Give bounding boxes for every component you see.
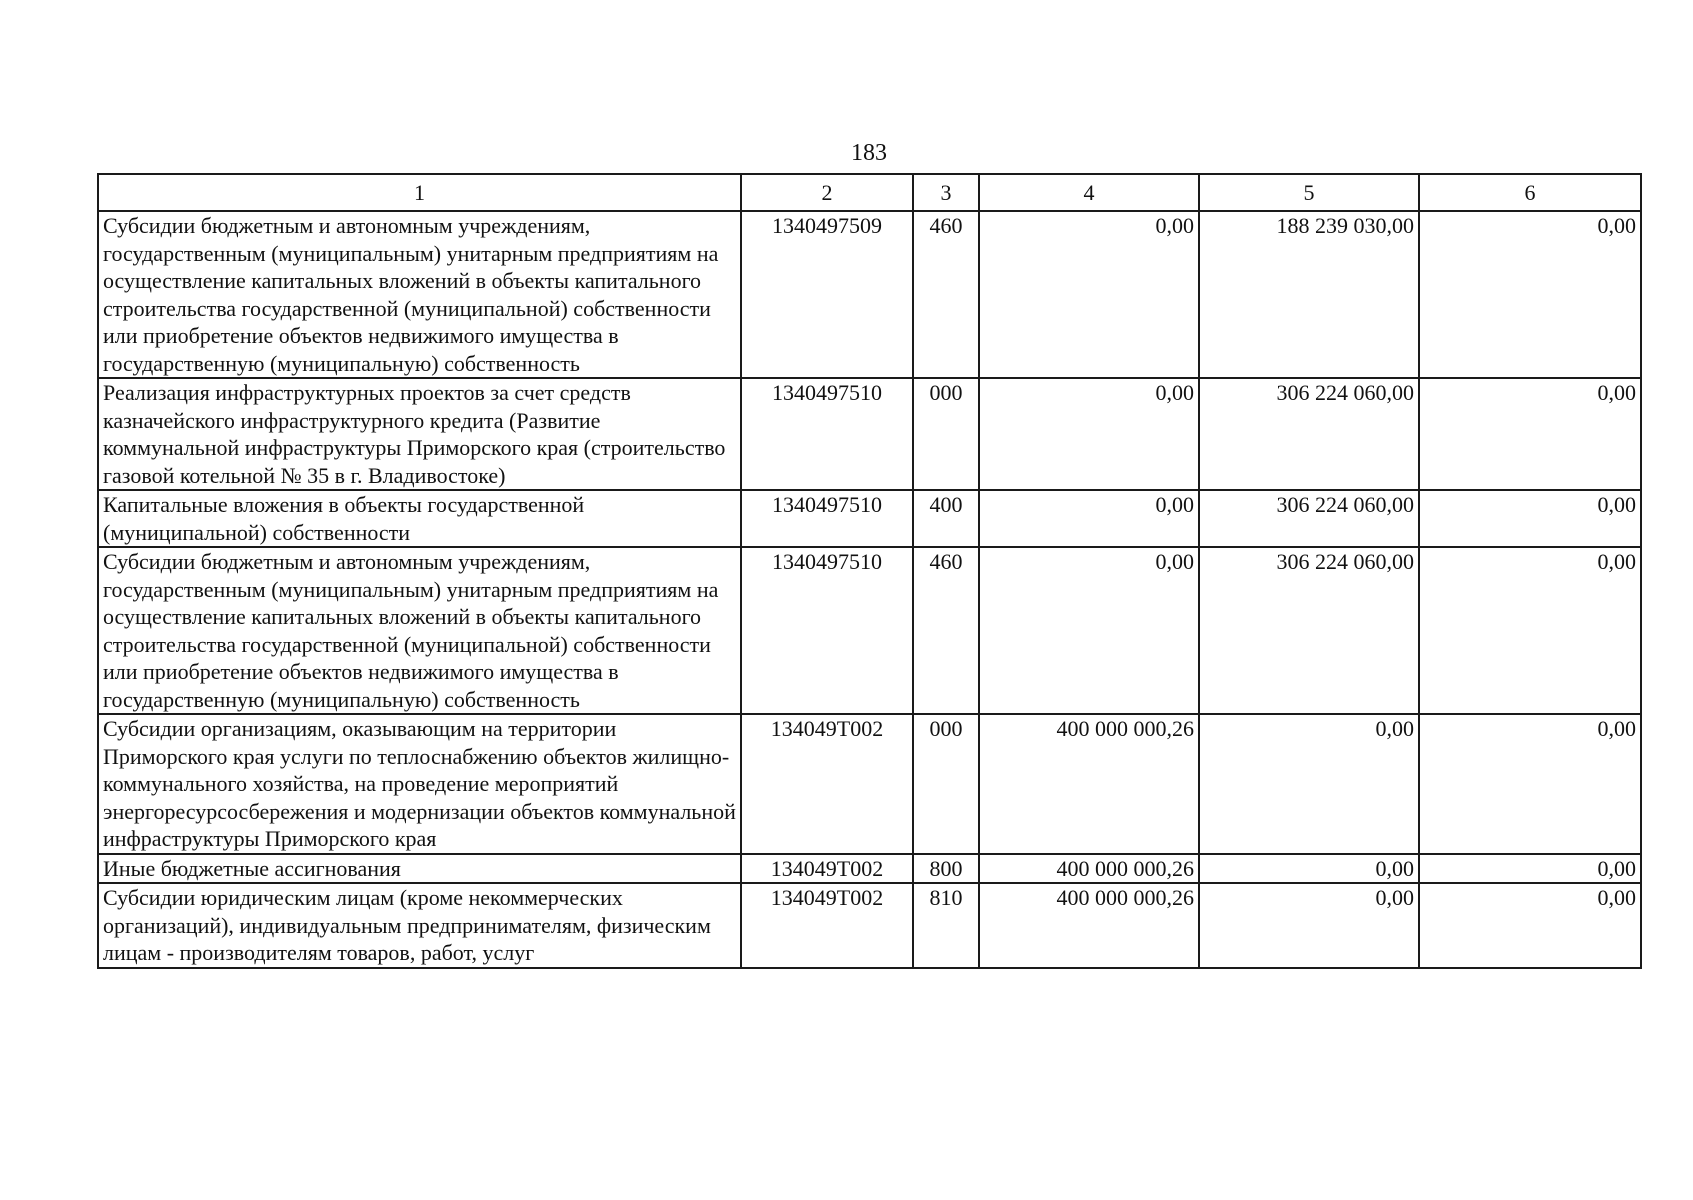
table-row — [98, 547, 1641, 714]
row-name: Субсидии организациям, оказывающим на территории Приморского края услуги по теплоснабжению объектов жилищно-коммунального хозяйства, на проведение мероприятий энергоресурсосбережения и модернизации объектов коммунальной инфраструктуры Приморского края — [98, 714, 741, 854]
table-row — [98, 714, 1641, 854]
row-type: 000 — [913, 378, 979, 490]
header-col-5: 5 — [1199, 174, 1419, 211]
row-amount-4: 400 000 000,26 — [979, 714, 1199, 854]
row-amount-5: 0,00 — [1199, 854, 1419, 884]
table-body — [98, 211, 1641, 968]
row-name: Субсидии юридическим лицам (кроме некоммерческих организаций), индивидуальным предпринимателям, физическим лицам - производителям товаров, работ, услуг — [98, 883, 741, 968]
row-amount-5: 188 239 030,00 — [1199, 211, 1419, 378]
row-amount-5: 306 224 060,00 — [1199, 378, 1419, 490]
row-amount-6: 0,00 — [1419, 714, 1641, 854]
budget-table — [97, 173, 1642, 969]
row-amount-6: 0,00 — [1419, 883, 1641, 968]
row-code: 1340497509 — [741, 211, 913, 378]
row-amount-4: 0,00 — [979, 547, 1199, 714]
table-row — [98, 211, 1641, 378]
row-amount-4: 0,00 — [979, 490, 1199, 547]
row-code: 1340497510 — [741, 490, 913, 547]
row-type: 460 — [913, 211, 979, 378]
table-header — [98, 174, 1641, 211]
row-type: 810 — [913, 883, 979, 968]
row-amount-4: 400 000 000,26 — [979, 883, 1199, 968]
row-amount-4: 0,00 — [979, 378, 1199, 490]
table-row — [98, 490, 1641, 547]
row-type: 460 — [913, 547, 979, 714]
header-col-2: 2 — [741, 174, 913, 211]
row-name: Субсидии бюджетным и автономным учреждениям, государственным (муниципальным) унитарным предприятиям на осуществление капитальных вложений в объекты капитального строительства государственной (муниципальной) собственности или приобретение объектов недвижимого имущества в государственную (муниципальную) собственность — [98, 211, 741, 378]
row-amount-6: 0,00 — [1419, 854, 1641, 884]
row-amount-6: 0,00 — [1419, 490, 1641, 547]
row-amount-6: 0,00 — [1419, 378, 1641, 490]
row-name: Субсидии бюджетным и автономным учреждениям, государственным (муниципальным) унитарным предприятиям на осуществление капитальных вложений в объекты капитального строительства государственной (муниципальной) собственности или приобретение объектов недвижимого имущества в государственную (муниципальную) собственность — [98, 547, 741, 714]
row-amount-5: 306 224 060,00 — [1199, 547, 1419, 714]
row-code: 134049Т002 — [741, 854, 913, 884]
header-col-6: 6 — [1419, 174, 1641, 211]
row-amount-4: 400 000 000,26 — [979, 854, 1199, 884]
row-amount-4: 0,00 — [979, 211, 1199, 378]
row-amount-5: 306 224 060,00 — [1199, 490, 1419, 547]
table-row — [98, 883, 1641, 968]
table-row — [98, 378, 1641, 490]
row-amount-5: 0,00 — [1199, 883, 1419, 968]
row-amount-6: 0,00 — [1419, 547, 1641, 714]
row-name: Капитальные вложения в объекты государственной (муниципальной) собственности — [98, 490, 741, 547]
row-name: Реализация инфраструктурных проектов за счет средств казначейского инфраструктурного кредита (Развитие коммунальной инфраструктуры Приморского края (строительство газовой котельной № 35 в г. Владивостоке) — [98, 378, 741, 490]
row-type: 000 — [913, 714, 979, 854]
row-type: 400 — [913, 490, 979, 547]
header-col-4: 4 — [979, 174, 1199, 211]
row-amount-5: 0,00 — [1199, 714, 1419, 854]
page-number: 183 — [851, 140, 887, 166]
row-type: 800 — [913, 854, 979, 884]
row-name: Иные бюджетные ассигнования — [98, 854, 741, 884]
row-amount-6: 0,00 — [1419, 211, 1641, 378]
table-row — [98, 854, 1641, 884]
row-code: 1340497510 — [741, 378, 913, 490]
header-col-1: 1 — [98, 174, 741, 211]
row-code: 1340497510 — [741, 547, 913, 714]
row-code: 134049Т002 — [741, 883, 913, 968]
header-col-3: 3 — [913, 174, 979, 211]
row-code: 134049Т002 — [741, 714, 913, 854]
header-row — [98, 174, 1641, 211]
